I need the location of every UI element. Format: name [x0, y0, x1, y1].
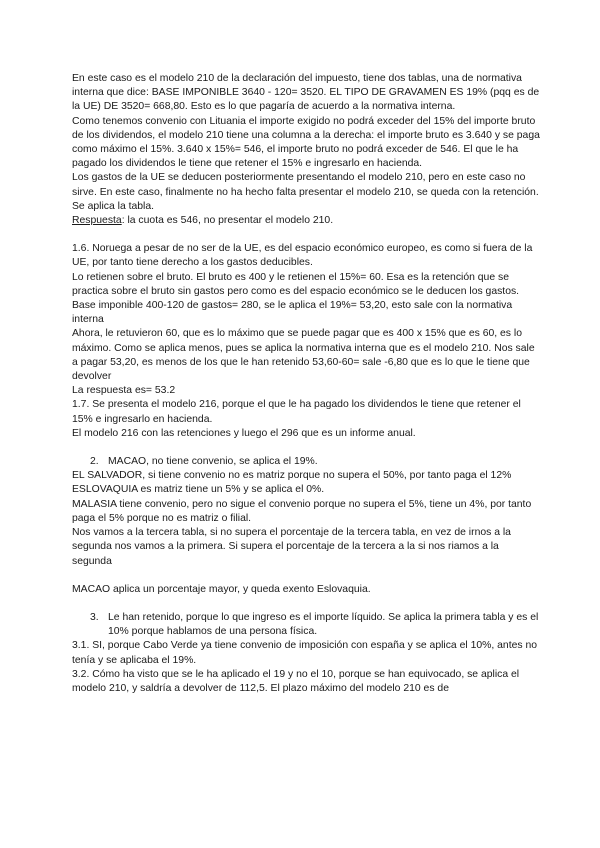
respuesta-text: : la cuota es 546, no presentar el modelo 210.: [121, 215, 334, 227]
item-text: MACAO, no tiene convenio, se aplica el 19%.: [108, 456, 318, 468]
paragraph-tercera-tabla: Nos vamos a la tercera tabla, si no supera el porcentaje de la tercera tabla, en vez de irnos a la segunda nos vamos a la primera. Si supera el porcentaje de la tercera a la si nos riamos a la segunda: [72, 527, 511, 567]
respuesta-label: Respuesta: [72, 215, 122, 227]
paragraph-noruega: 1.6. Noruega a pesar de no ser de la UE, es del espacio económico europeo, es como si fuera de la UE, por tanto tiene derecho a los gastos deducibles.: [72, 243, 533, 269]
paragraph-respuesta: [72, 214, 540, 228]
paragraph-respuesta-53: La respuesta es= 53.2: [72, 385, 176, 397]
paragraph-retuvieron-60: Ahora, le retuvieron 60, que es lo máximo que se puede pagar que es 400 x 15% que es 60, es lo máximo. Como se aplica menos, pues se aplica la normativa interna que es el modelo 210. Nos sale a pagar 53,20, es menos de los que le han retenido 53,60-60= sale -6,80 que es lo que le tiene que devolver: [72, 328, 535, 383]
spacer: [72, 228, 540, 242]
item-number: 3.: [90, 611, 99, 623]
paragraph-modelo-210: En este caso es el modelo 210 de la declaración del impuesto, tiene dos tablas, una de normativa interna que dice: BASE IMPONIBLE 3640 - 120= 3520. EL TIPO DE GRAVAMEN ES 19% (pqq es de la UE) DE 3520= 668,80. Esto es lo que pagaría de acuerdo a la normativa interna.: [72, 73, 540, 113]
paragraph-modelo-296: El modelo 216 con las retenciones y luego el 296 que es un informe anual.: [72, 427, 416, 439]
paragraph-el-salvador: EL SALVADOR, si tiene convenio no es matriz porque no supera el 50%, por tanto paga el 12%: [72, 470, 512, 482]
item-text: Le han retenido, porque lo que ingreso es el importe líquido. Se aplica la primera tabla y es el 10% porque hablamos de una persona física.: [108, 611, 539, 638]
paragraph-malasia: MALASIA tiene convenio, pero no sigue el convenio porque no supera el 5%, tiene un 4%, por tanto paga el 5% porque no es matriz o filial.: [72, 498, 532, 524]
numbered-item-2: [72, 455, 540, 469]
paragraph-convenio-lituania: Como tenemos convenio con Lituania el importe exigido no podrá exceder del 15% del importe bruto de los dividendos, el modelo 210 tiene una columna a la derecha: el importe bruto es 3.640 y se paga como máximo el 15%. 3.640 x 15%= 546, el importe bruto no podrá exceder de 546. El que le ha pagado los dividendos le tiene que retener el 15% e ingresarlo en hacienda.: [72, 115, 540, 170]
paragraph-modelo-216: 1.7. Se presenta el modelo 216, porque el que le ha pagado los dividendos le tiene que retener el 15% e ingresarlo en hacienda.: [72, 399, 521, 425]
paragraph-modelo-210-devolver: 3.2. Cómo ha visto que se le ha aplicado el 19 y no el 10, porque se han equivocado, se aplica el modelo 210, y saldría a devolver de 112,5. El plazo máximo del modelo 210 es de: [72, 668, 520, 694]
spacer: [72, 597, 540, 611]
paragraph-macao-exento: MACAO aplica un porcentaje mayor, y queda exento Eslovaquia.: [72, 583, 371, 595]
spacer: [72, 569, 540, 583]
numbered-item-3: [72, 611, 540, 639]
paragraph-retencion-bruto: Lo retienen sobre el bruto. El bruto es 400 y le retienen el 15%= 60. Esa es la retención que se practica sobre el bruto sin gastos pero como es del espacio económico se le deducen los gastos. Base imponible 400-120 de gastos= 280, se le aplica el 19%= 53,20, esto sale con la normativa interna: [72, 271, 520, 326]
paragraph-cabo-verde: 3.1. SI, porque Cabo Verde ya tiene convenio de imposición con españa y se aplica el 10%, antes no tenía y se aplicaba el 19%.: [72, 640, 537, 666]
paragraph-gastos-ue: Los gastos de la UE se deducen posteriormente presentando el modelo 210, pero en este caso no sirve. En este caso, finalmente no ha hecho falta presentar el modelo 210, se queda con la retención. Se aplica la tabla.: [72, 172, 539, 212]
item-number: 2.: [90, 456, 99, 468]
spacer: [72, 441, 540, 455]
paragraph-eslovaquia: ESLOVAQUIA es matriz tiene un 5% y se aplica el 0%.: [72, 484, 325, 496]
